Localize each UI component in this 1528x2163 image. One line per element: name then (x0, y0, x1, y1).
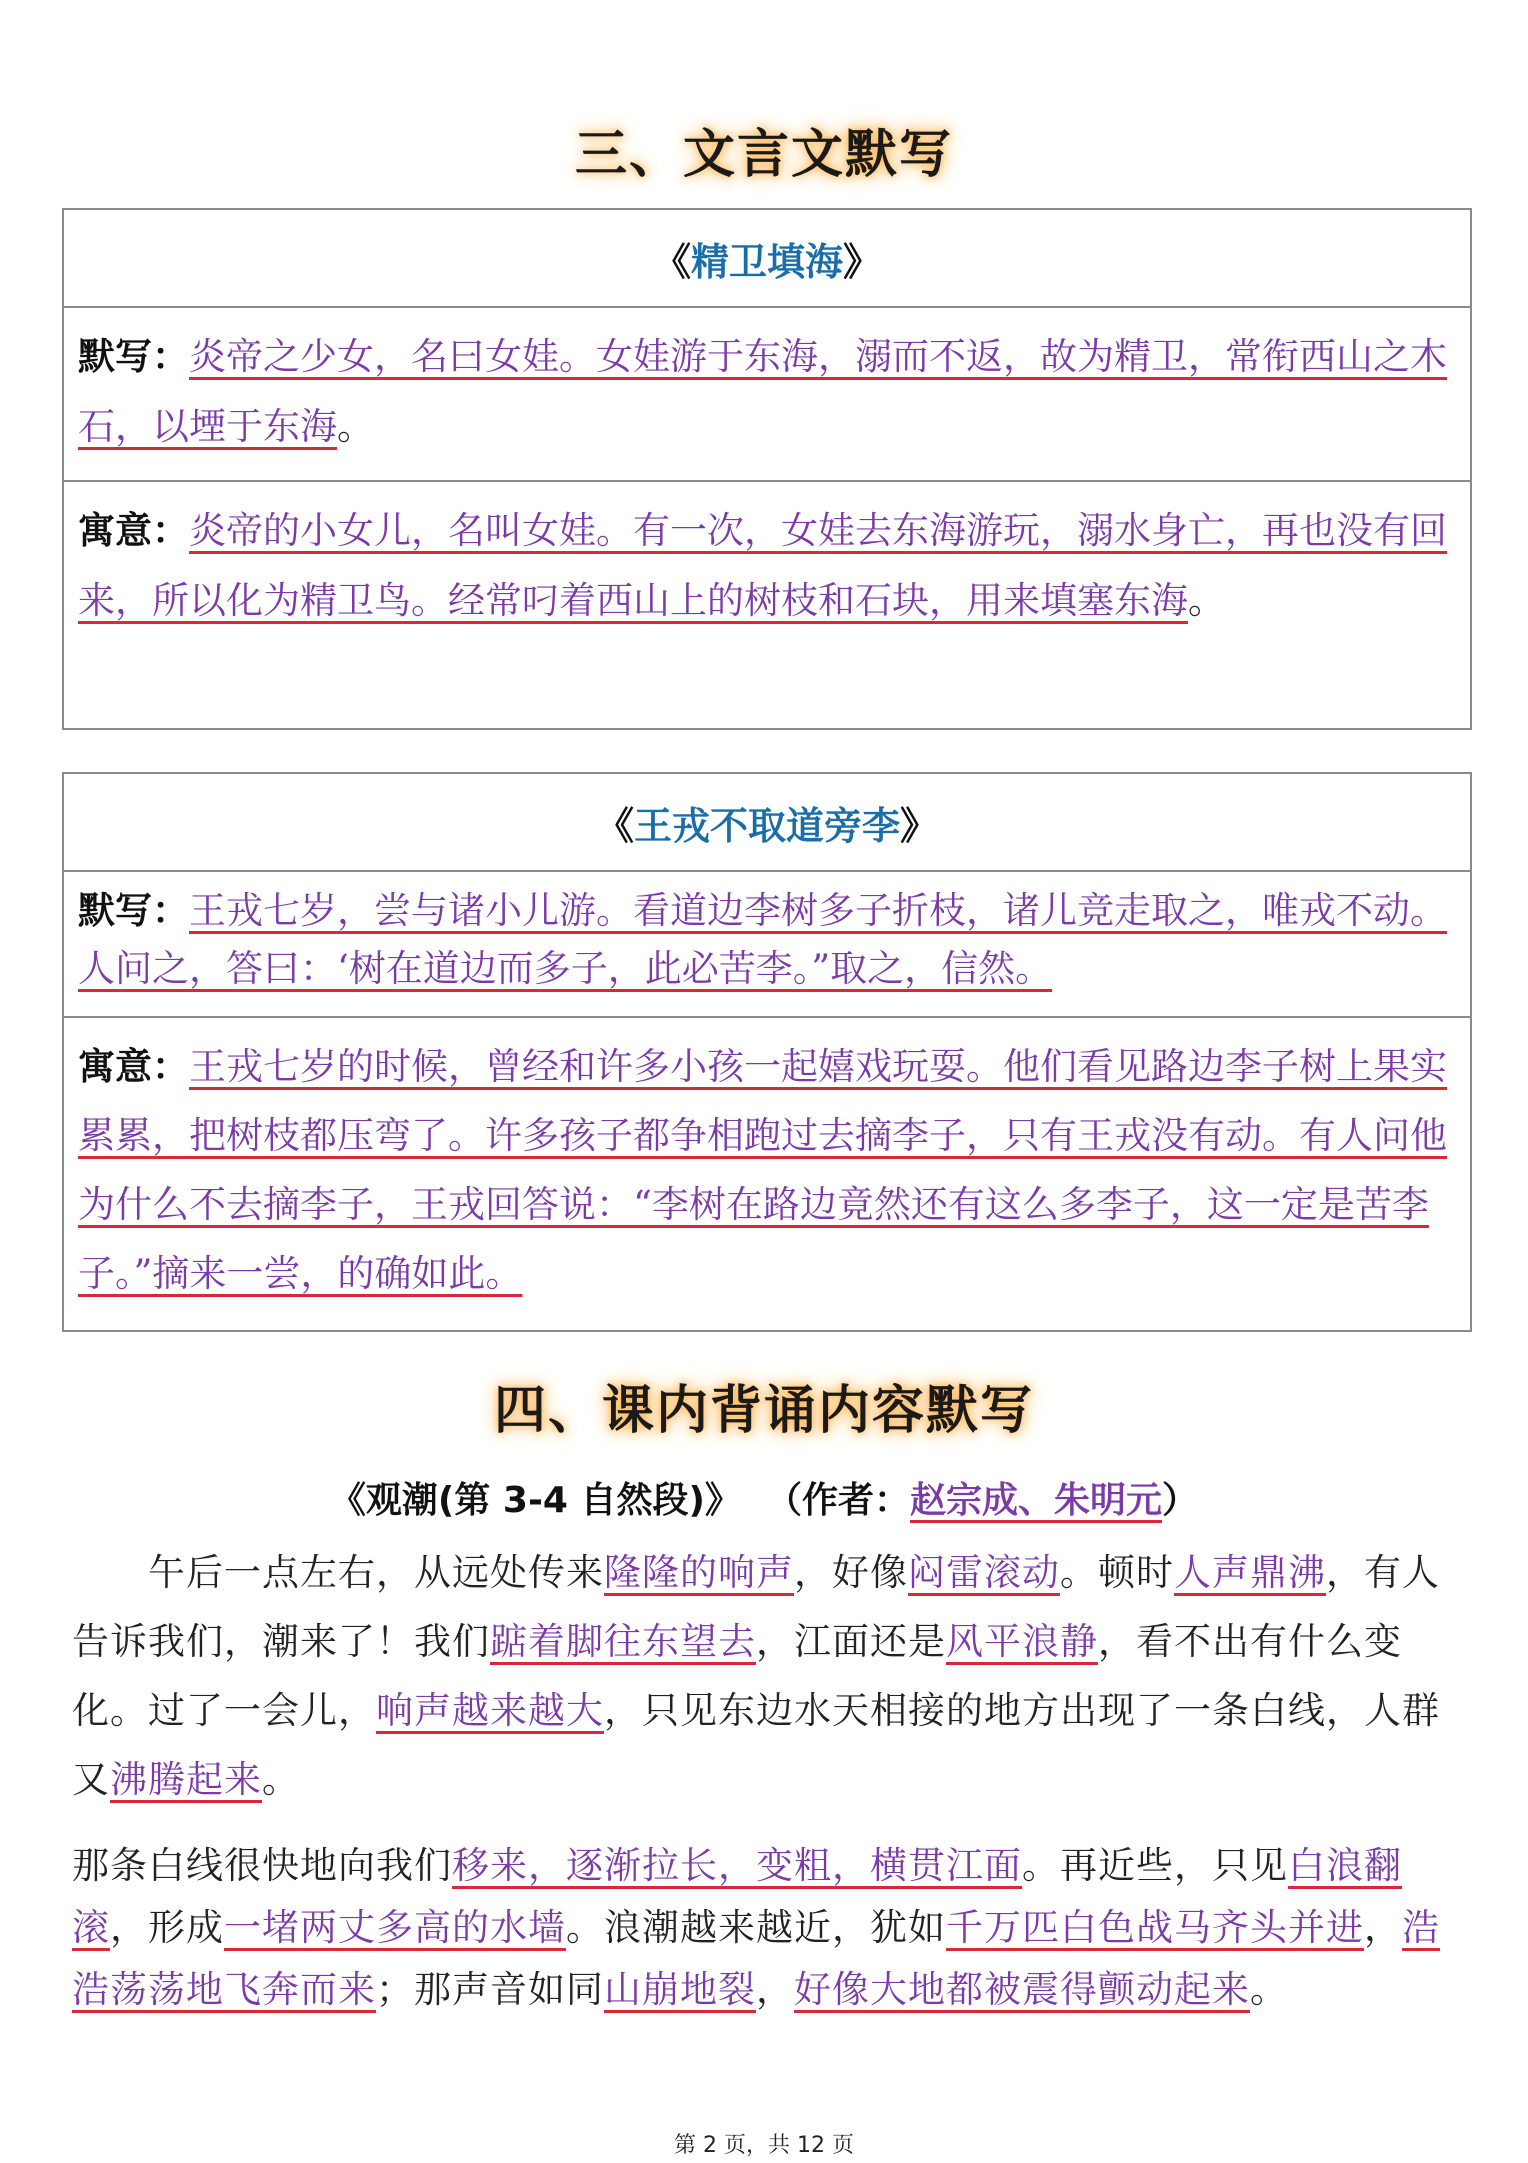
text: 。浪潮越来越近，犹如 (566, 1906, 946, 1949)
highlight: 踮着脚往东望去 (490, 1620, 756, 1663)
section-3-title: 三、文言文默写 (574, 125, 953, 185)
title-bracket-open: 《 (652, 239, 691, 284)
text: ， (1364, 1906, 1402, 1949)
highlight: 浩浩荡荡地飞奔而来 (72, 1906, 1440, 2011)
page-footer: 第 2 页，共 12 页 (674, 2133, 854, 2158)
period: 。 (337, 405, 374, 448)
text: 。 (1250, 1968, 1288, 2011)
text: ，好像 (794, 1551, 908, 1594)
text: ，看不出有什么变化。过了一会儿， (72, 1620, 1402, 1732)
highlight: 隆隆的响声 (604, 1551, 794, 1594)
meaning-label: 寓意： (78, 1045, 189, 1088)
text: ，只见东边水天相接的地方出现了一条白线，人群又 (72, 1689, 1440, 1801)
paragraph-2 (72, 1835, 1462, 2021)
meaning-answer: 王戎七岁的时候，曾经和许多小孩一起嬉戏玩耍。他们看见路边李子树上果实累累，把树枝都压弯了。许多孩子都争相跑过去摘李子，只有王戎没有动。有人问他为什么不去摘李子，王戎回答说：“李树在路边竟然还有这么多李子，这一定是苦李子。”摘来一尝，的确如此。 (78, 1045, 1447, 1295)
author-prefix: （作者： (766, 1480, 911, 1521)
card-jingwei-meaning-row (64, 482, 1470, 654)
card-wangrong-dictation-row (64, 872, 1470, 1018)
highlight: 白浪翻滚 (72, 1844, 1402, 1949)
section-4-title: 四、课内背诵内容默写 (493, 1381, 1034, 1441)
title-bracket-close: 》 (843, 239, 882, 284)
highlight: 闷雷滚动 (908, 1551, 1060, 1594)
meaning-answer: 炎帝的小女儿，名叫女娃。有一次，女娃去东海游玩，溺水身亡，再也没有回来，所以化为精卫鸟。经常叼着西山上的树枝和石块，用来填塞东海 (78, 509, 1447, 622)
text: ，江面还是 (756, 1620, 946, 1663)
text: 。 (262, 1758, 300, 1801)
poem-title: 《观潮(第 3-4 自然段)》 (329, 1480, 741, 1521)
card-wangrong-meaning-row (64, 1018, 1470, 1326)
text: ，形成 (110, 1906, 224, 1949)
text: ， (756, 1968, 794, 2011)
card-jingwei (62, 208, 1472, 730)
dictation-answer: 王戎七岁，尝与诸小儿游。看道边李树多子折枝，诸儿竞走取之，唯戎不动。人问之，答曰：‘树在道边而多子，此必苦李。”取之，信然。 (78, 889, 1447, 990)
card-wangrong (62, 772, 1472, 1332)
highlight: 人声鼎沸 (1174, 1551, 1326, 1594)
highlight: 风平浪静 (946, 1620, 1098, 1663)
highlight: 移来，逐渐拉长，变粗，横贯江面 (452, 1844, 1022, 1887)
highlight: 好像大地都被震得颤动起来 (794, 1968, 1250, 2011)
paragraph-1 (72, 1538, 1462, 1814)
highlight: 山崩地裂 (604, 1968, 756, 2011)
highlight: 千万匹白色战马齐头并进 (946, 1906, 1364, 1949)
highlight: 沸腾起来 (110, 1758, 262, 1801)
text: ；那声音如同 (376, 1968, 604, 2011)
dictation-answer: 炎帝之少女，名曰女娃。女娃游于东海，溺而不返，故为精卫，常衔西山之木石，以堙于东海 (78, 335, 1447, 448)
text: 午后一点左右，从远处传来 (148, 1551, 604, 1594)
dictation-label: 默写： (78, 335, 189, 378)
period: 。 (1188, 579, 1225, 622)
text: 。再近些，只见 (1022, 1844, 1288, 1887)
poem-authors: 赵宗成、朱明元 (910, 1480, 1163, 1521)
card-wangrong-title (64, 774, 1470, 872)
card-jingwei-dictation-row (64, 308, 1470, 482)
dictation-label: 默写： (78, 889, 189, 932)
card-jingwei-name: 精卫填海 (690, 239, 843, 284)
title-bracket-close: 》 (900, 803, 939, 848)
author-suffix: ） (1162, 1480, 1199, 1521)
highlight: 响声越来越大 (376, 1689, 604, 1732)
title-bracket-open: 《 (595, 803, 634, 848)
poem-title-line (0, 1472, 1528, 1523)
text: 。顿时 (1060, 1551, 1174, 1594)
card-wangrong-name: 王戎不取道旁李 (633, 803, 900, 848)
highlight: 一堵两丈多高的水墙 (224, 1906, 566, 1949)
text: ，有人告诉我们，潮来了！我们 (72, 1551, 1440, 1663)
card-jingwei-title (64, 210, 1470, 308)
text: 那条白线很快地向我们 (72, 1844, 452, 1887)
meaning-label: 寓意： (78, 509, 189, 552)
